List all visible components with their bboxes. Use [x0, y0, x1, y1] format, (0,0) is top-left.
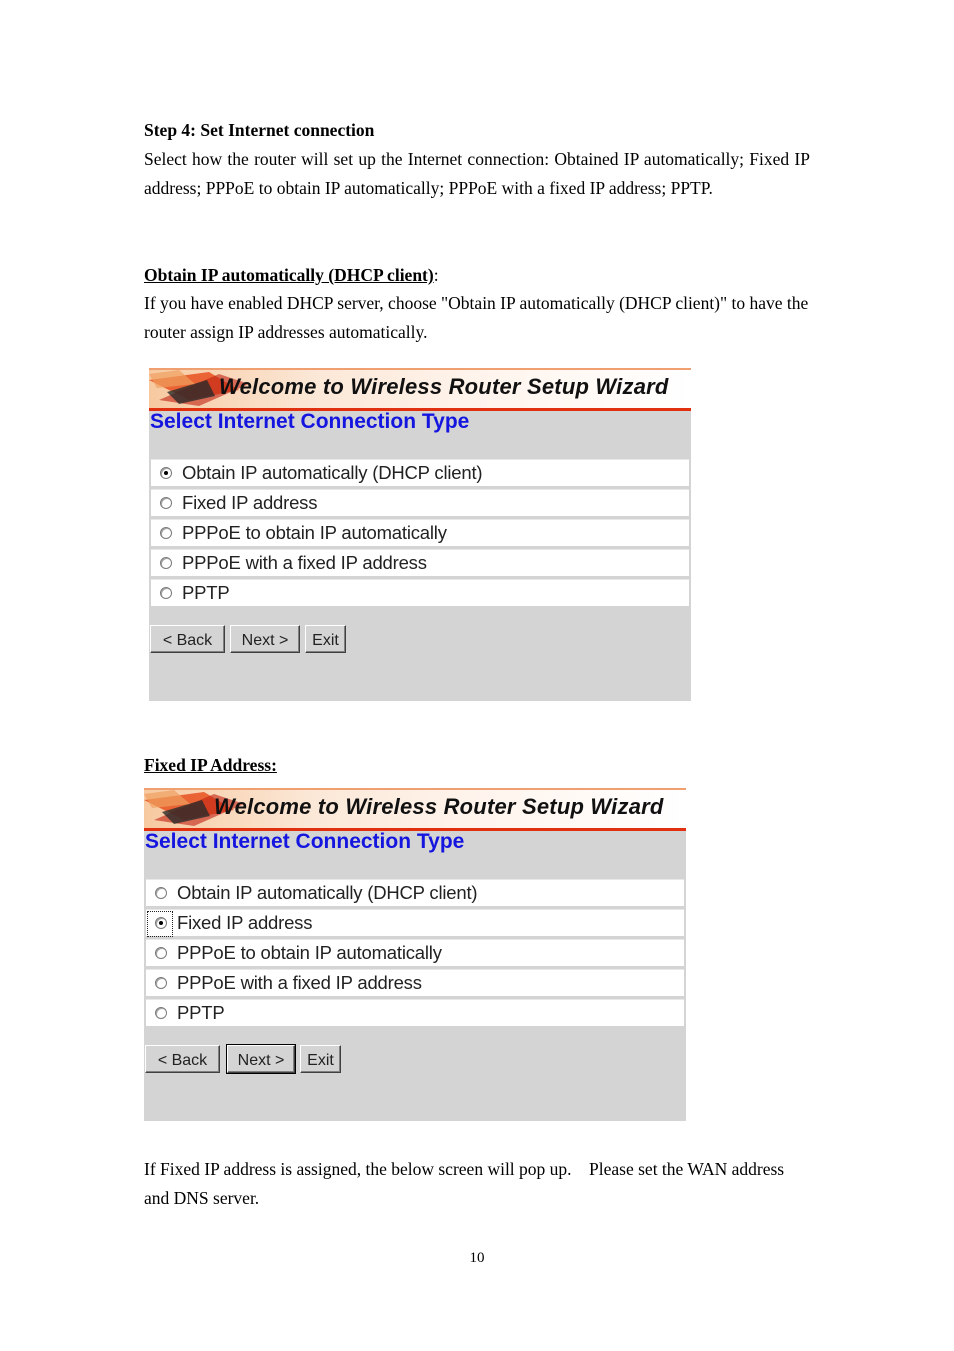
dhcp-description: If you have enabled DHCP server, choose "Obtain IP automatically (DHCP client)" to have the router assign IP addresses automatically.	[144, 293, 809, 342]
option-fixed-ip[interactable]	[151, 489, 689, 516]
wizard-banner	[144, 788, 686, 831]
radio-icon[interactable]	[160, 557, 172, 569]
back-button[interactable]: < Back	[150, 625, 225, 653]
back-button[interactable]: < Back	[145, 1045, 220, 1073]
option-label: PPTP	[182, 582, 230, 603]
exit-button[interactable]: Exit	[305, 625, 346, 653]
option-label: Fixed IP address	[182, 492, 318, 513]
wizard-dhcp	[149, 368, 691, 701]
option-pppoe-fixed[interactable]	[146, 969, 684, 996]
radio-selected-icon[interactable]	[160, 467, 172, 479]
fixed-ip-heading: Fixed IP Address:	[144, 755, 277, 775]
option-label: Fixed IP address	[177, 912, 313, 933]
step-description: Select how the router will set up the Internet connection: Obtained IP automatically; Fixed IP address; PPPoE to obtain IP automatically; PPPoE with a fixed IP address; PPTP.	[144, 149, 810, 198]
option-dhcp[interactable]	[146, 879, 684, 906]
option-dhcp[interactable]	[151, 459, 689, 486]
option-pppoe-fixed[interactable]	[151, 549, 689, 576]
option-pptp[interactable]	[146, 999, 684, 1026]
option-label: Obtain IP automatically (DHCP client)	[177, 882, 478, 903]
wizard-banner	[149, 368, 691, 411]
step-title: Step 4: Set Internet connection	[144, 120, 375, 140]
wizard-heading: Select Internet Connection Type	[145, 830, 465, 853]
option-label: PPPoE with a fixed IP address	[182, 552, 427, 573]
option-pptp[interactable]	[151, 579, 689, 606]
radio-icon[interactable]	[155, 977, 167, 989]
option-label: PPPoE with a fixed IP address	[177, 972, 422, 993]
option-fixed-ip[interactable]	[146, 909, 684, 936]
radio-icon[interactable]	[160, 497, 172, 509]
radio-icon[interactable]	[160, 587, 172, 599]
radio-icon[interactable]	[160, 527, 172, 539]
option-label: PPPoE to obtain IP automatically	[177, 942, 442, 963]
connection-type-list	[151, 459, 689, 609]
wizard-banner-title: Welcome to Wireless Router Setup Wizard	[214, 794, 664, 819]
option-pppoe-auto[interactable]	[146, 939, 684, 966]
next-button[interactable]: Next >	[227, 1045, 295, 1073]
option-label: Obtain IP automatically (DHCP client)	[182, 462, 483, 483]
dhcp-heading: Obtain IP automatically (DHCP client)	[144, 265, 434, 285]
radio-icon[interactable]	[155, 947, 167, 959]
page-number: 10	[469, 1250, 485, 1266]
fixed-ip-description: If Fixed IP address is assigned, the below screen will pop up. Please set the WAN address and DNS server.	[144, 1159, 789, 1208]
dhcp-heading-colon: :	[433, 265, 439, 285]
wizard-heading: Select Internet Connection Type	[150, 410, 470, 433]
radio-icon[interactable]	[155, 887, 167, 899]
radio-icon[interactable]	[155, 1007, 167, 1019]
option-label: PPPoE to obtain IP automatically	[182, 522, 447, 543]
option-pppoe-auto[interactable]	[151, 519, 689, 546]
dhcp-heading-line	[144, 261, 810, 290]
exit-button[interactable]: Exit	[300, 1045, 341, 1073]
next-button[interactable]: Next >	[230, 625, 300, 653]
connection-type-list	[146, 879, 684, 1029]
wizard-fixed-ip	[144, 788, 686, 1121]
wizard-banner-title: Welcome to Wireless Router Setup Wizard	[219, 374, 669, 399]
option-label: PPTP	[177, 1002, 225, 1023]
radio-selected-icon[interactable]	[155, 917, 167, 929]
